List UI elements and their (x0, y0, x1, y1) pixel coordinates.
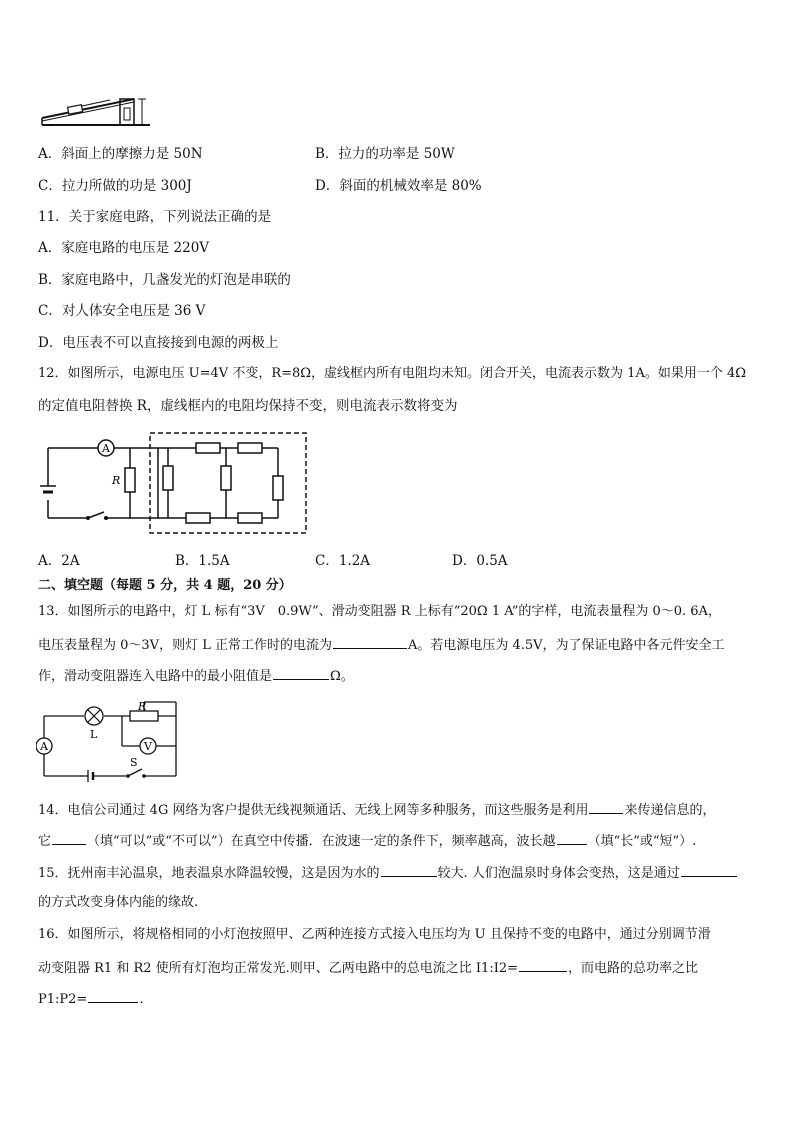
incline-figure (38, 92, 154, 130)
q12-ammeter-label: A (102, 442, 110, 455)
q13-line1: 13．如图所示的电路中，灯 L 标有“3V 0.9W”、滑动变阻器 R 上标有“20Ω 1 A”的字样，电流表量程为 0～0. 6A， (38, 604, 721, 619)
q14-line1-text-b: 来传递信息的， (624, 803, 716, 818)
q13-line3 (38, 666, 354, 686)
q14-blank-2[interactable] (52, 831, 86, 845)
q13-blank-1[interactable] (333, 635, 407, 649)
q11-option-b: B．家庭电路中，几盏发光的灯泡是串联的 (38, 272, 291, 288)
q13-blank-2[interactable] (273, 666, 329, 680)
q10-option-a: A．斜面上的摩擦力是 50N (38, 146, 203, 162)
q13-line3-text-a: 作，滑动变阻器连入电路中的最小阻值是 (38, 669, 273, 684)
q11-option-a: A．家庭电路的电压是 220V (38, 240, 210, 256)
q13-line3-text-b: Ω。 (330, 669, 354, 684)
q12-option-b: B．1.5A (175, 553, 230, 569)
q11-stem: 11．关于家庭电路，下列说法正确的是 (38, 209, 272, 225)
q16-line1: 16．如图所示，将规格相同的小灯泡按照甲、乙两种连接方式接入电压均为 U 且保持不变的电路中，通过分别调节滑 (38, 927, 711, 942)
q12-option-d: D．0.5A (452, 553, 508, 569)
q14-line2 (38, 831, 696, 851)
q14-line1-text-a: 14．电信公司通过 4G 网络为客户提供无线视频通话、无线上网等多种服务，而这些服务是利用 (38, 803, 589, 818)
section-title: 二、填空题（每题 5 分，共 4 题，20 分） (38, 578, 292, 593)
q16-line3 (38, 989, 143, 1009)
q15-blank-2[interactable] (681, 863, 737, 877)
q14-line1 (38, 800, 715, 820)
q13-line2-text-b: A。若电源电压为 4.5V，为了保证电路中各元件安全工 (407, 638, 725, 653)
q12-circuit-figure (38, 428, 310, 536)
q13-circuit-figure (36, 698, 184, 782)
q16-line2-text-a: 动变阻器 R1 和 R2 使所有灯泡均正常发光.则甲、乙两电路中的总电流之比 I1:I2= (38, 961, 518, 976)
q15-line1-text-b: 较大. 人们泡温泉时身体会变热，这是通过 (437, 866, 680, 881)
q13-ammeter-label: A (40, 740, 48, 753)
q12-resistor-label: R (112, 474, 121, 487)
q14-line2-text-c: （填“长”或“短”）. (587, 834, 697, 849)
q16-line3-text-b: . (139, 992, 144, 1007)
q14-line2-text-a: 它 (38, 834, 52, 849)
q15-line2: 的方式改变身体内能的缘故. (38, 895, 199, 910)
q16-line3-text-a: P1:P2= (38, 992, 88, 1007)
q14-line2-text-b: （填“可以”或“不可以”）在真空中传播．在波速一定的条件下，频率越高，波长越 (87, 834, 556, 849)
q15-blank-1[interactable] (381, 863, 437, 877)
q16-line2 (38, 958, 698, 978)
q16-blank-1[interactable] (519, 958, 567, 972)
q10-option-c: C．拉力所做的功是 300J (38, 178, 192, 194)
q15-line1-text-a: 15．抚州南丰沁温泉，地表温泉水降温较慢，这是因为水的 (38, 866, 380, 881)
q13-line2 (38, 635, 725, 655)
q13-rheostat-label: R (138, 700, 147, 713)
q14-blank-3[interactable] (557, 831, 587, 845)
q11-option-d: D．电压表不可以直接接到电源的两极上 (38, 335, 279, 351)
q13-voltmeter-label: V (144, 740, 152, 753)
q16-blank-2[interactable] (88, 989, 138, 1003)
q12-stem-line2: 的定值电阻替换 R，虚线框内的电阻均保持不变，则电流表示数将变为 (38, 398, 458, 414)
q14-blank-1[interactable] (589, 800, 623, 814)
q10-option-d: D．斜面的机械效率是 80% (315, 178, 482, 194)
q15-line1 (38, 863, 738, 883)
q13-switch-label: S (130, 756, 138, 769)
q13-lamp-label: L (90, 728, 98, 741)
q16-line2-text-b: ，而电路的总功率之比 (568, 961, 699, 976)
q13-line2-text-a: 电压表量程为 0～3V，则灯 L 正常工作时的电流为 (38, 638, 332, 653)
q10-option-b: B．拉力的功率是 50W (315, 146, 455, 162)
q11-option-c: C．对人体安全电压是 36 V (38, 303, 206, 319)
q12-option-a: A．2A (38, 553, 80, 569)
q12-option-c: C．1.2A (315, 553, 371, 569)
q12-stem-line1: 12．如图所示，电源电压 U=4V 不变，R=8Ω，虚线框内所有电阻均未知。闭合开关，电流表示数为 1A。如果用一个 4Ω (38, 366, 747, 381)
